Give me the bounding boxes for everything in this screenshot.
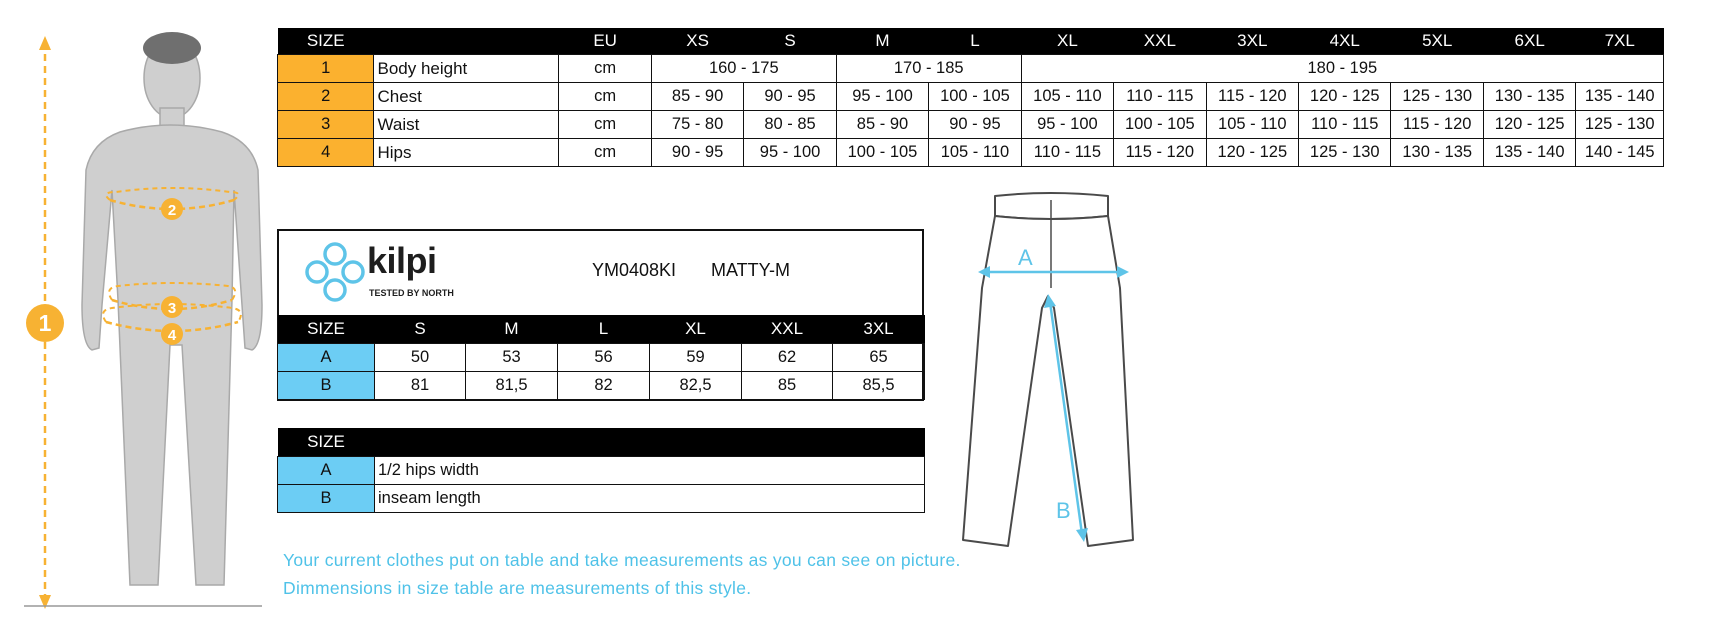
table-row [278,111,1664,139]
pants-value-cell: 82,5 [650,372,742,400]
size-value-cell: 140 - 145 [1576,139,1664,167]
measurement-number: 1 [278,55,374,83]
pants-marker-b: B [1056,498,1071,523]
pants-value-cell: 82 [558,372,650,400]
pants-measure-label: B [278,372,375,400]
measurement-label: Chest [374,83,559,111]
size-header-cell: 6XL [1483,28,1575,55]
measurement-legend-table [277,428,925,513]
size-value-cell: 100 - 105 [836,139,928,167]
marker-3: 3 [167,300,177,317]
size-value-cell: 115 - 120 [1391,111,1483,139]
unit-cell: cm [559,83,651,111]
instruction-note-1: Your current clothes put on table and take measurements as you can see on picture. [283,550,961,570]
pants-header-cell: L [558,315,650,344]
legend-label: A [278,457,375,485]
size-header-cell: 7XL [1576,28,1664,55]
unit-cell: cm [559,139,651,167]
legend-header-row [278,428,925,457]
size-value-cell: 105 - 110 [929,139,1021,167]
marker-2: 2 [167,202,177,219]
size-value-cell: 130 - 135 [1391,139,1483,167]
pants-value-cell: 59 [650,344,742,372]
size-value-cell: 115 - 120 [1206,83,1298,111]
size-value-cell: 110 - 115 [1021,139,1113,167]
size-value-cell: 90 - 95 [929,111,1021,139]
size-value-cell: 120 - 125 [1299,83,1391,111]
body-figure [0,0,270,627]
brand-name: kilpi [367,240,437,281]
size-value-cell: 125 - 130 [1391,83,1483,111]
pants-value-cell: 62 [742,344,833,372]
size-header-cell: EU [559,28,651,55]
pants-header-cell: S [375,315,466,344]
pants-header-cell: XL [650,315,742,344]
size-header-cell: S [744,28,836,55]
size-value-cell: 80 - 85 [744,111,836,139]
size-value-cell: 85 - 90 [651,83,743,111]
size-value-cell: 100 - 105 [1114,111,1206,139]
pants-diagram [950,188,1150,553]
pants-value-cell: 65 [833,344,925,372]
marker-4: 4 [167,327,177,344]
size-value-cell: 160 - 175 [651,55,836,83]
size-value-cell: 125 - 130 [1576,111,1664,139]
size-header-cell: 5XL [1391,28,1483,55]
pants-marker-a: A [1018,245,1033,270]
unit-cell: cm [559,55,651,83]
pants-header-cell: M [466,315,558,344]
size-value-cell: 135 - 140 [1576,83,1664,111]
size-value-cell: 115 - 120 [1114,139,1206,167]
pants-measure-label: A [278,344,375,372]
size-value-cell: 95 - 100 [744,139,836,167]
measurement-label: Waist [374,111,559,139]
size-value-cell: 95 - 100 [836,83,928,111]
measurement-number: 3 [278,111,374,139]
size-value-cell: 135 - 140 [1483,139,1575,167]
size-value-cell: 85 - 90 [836,111,928,139]
instruction-note-2: Dimmensions in size table are measurements of this style. [283,578,752,598]
unit-cell: cm [559,111,651,139]
size-value-cell: 110 - 115 [1114,83,1206,111]
size-value-cell: 100 - 105 [929,83,1021,111]
brand-tagline: TESTED BY NORTH [369,288,454,298]
size-table-header-row [278,28,1664,55]
size-header-cell: 4XL [1299,28,1391,55]
pants-header-cell: 3XL [833,315,925,344]
size-header-cell: XL [1021,28,1113,55]
measurement-label: Hips [374,139,559,167]
size-header-cell: L [929,28,1021,55]
size-header-cell: M [836,28,928,55]
pants-value-cell: 85,5 [833,372,925,400]
measurement-number: 4 [278,139,374,167]
size-value-cell: 180 - 195 [1021,55,1663,83]
pants-value-cell: 56 [558,344,650,372]
size-header-cell: SIZE [278,28,374,55]
legend-description: inseam length [375,485,925,513]
table-row [278,83,1664,111]
size-value-cell: 75 - 80 [651,111,743,139]
measurement-number: 2 [278,83,374,111]
product-name: MATTY-M [711,260,790,280]
table-row [278,55,1664,83]
table-row [278,485,925,513]
size-value-cell: 170 - 185 [836,55,1021,83]
pants-table-header-row [278,315,925,344]
size-value-cell: 120 - 125 [1206,139,1298,167]
pants-header-cell: SIZE [278,315,375,344]
size-value-cell: 90 - 95 [744,83,836,111]
product-code: YM0408KI [592,260,677,280]
measurement-label: Body height [374,55,559,83]
size-header-cell: 3XL [1206,28,1298,55]
size-header-cell [374,28,559,55]
pants-value-cell: 81,5 [466,372,558,400]
size-value-cell: 105 - 110 [1206,111,1298,139]
size-value-cell: 120 - 125 [1483,111,1575,139]
size-value-cell: 95 - 100 [1021,111,1113,139]
pants-value-cell: 81 [375,372,466,400]
legend-label: B [278,485,375,513]
size-value-cell: 105 - 110 [1021,83,1113,111]
marker-1: 1 [38,310,52,336]
pants-size-table [277,315,925,400]
product-header [277,229,924,315]
size-header-cell: XXL [1114,28,1206,55]
pants-value-cell: 53 [466,344,558,372]
table-row [278,139,1664,167]
legend-description: 1/2 hips width [375,457,925,485]
pants-header-cell: XXL [742,315,833,344]
pants-value-cell: 85 [742,372,833,400]
table-row [278,457,925,485]
size-value-cell: 110 - 115 [1299,111,1391,139]
table-row [278,372,925,400]
table-row [278,344,925,372]
size-value-cell: 125 - 130 [1299,139,1391,167]
size-header-cell: XS [651,28,743,55]
size-value-cell: 90 - 95 [651,139,743,167]
pants-value-cell: 50 [375,344,466,372]
size-value-cell: 130 - 135 [1483,83,1575,111]
kilpi-logo-icon [304,241,366,303]
legend-header-cell: SIZE [278,428,375,457]
body-size-table [277,28,1664,167]
